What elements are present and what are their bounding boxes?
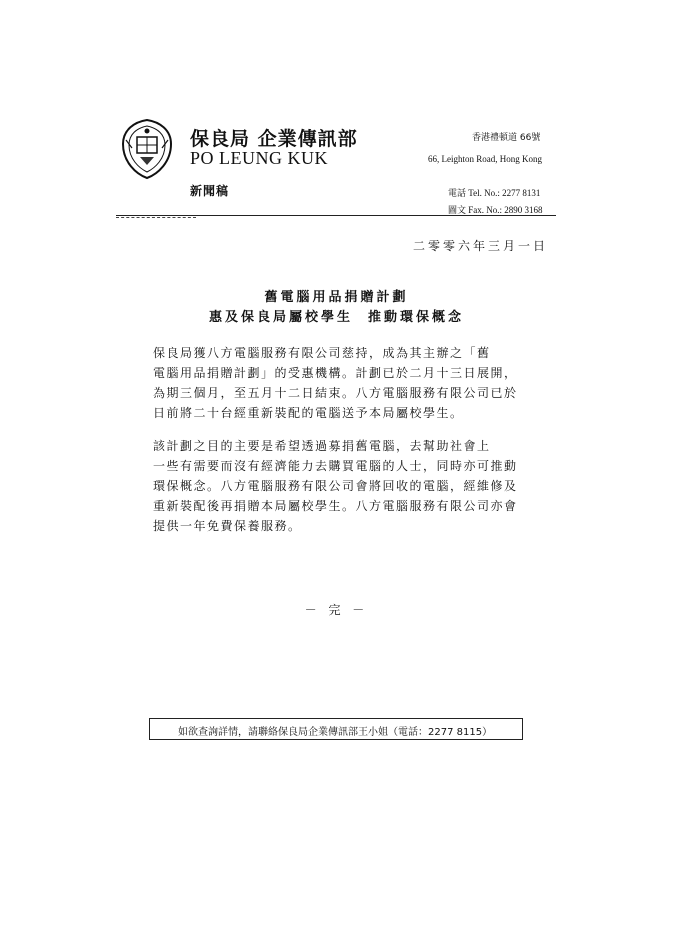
paragraph-line: 為期三個月，至五月十二日結束。八方電腦服務有限公司已於 (153, 386, 518, 400)
body-paragraph-1 (153, 343, 553, 423)
contact-info-box (149, 718, 523, 740)
paragraph-line: 一些有需要而沒有經濟能力去購買電腦的人士，同時亦可推動 (153, 459, 518, 473)
body-paragraph-2 (153, 436, 553, 536)
letterhead-divider-dash (116, 217, 196, 218)
paragraph-line: 電腦用品捐贈計劃」的受惠機構。計劃已於二月十三日展開， (153, 366, 518, 380)
headline-line-2: 惠及保良局屬校學生 推動環保概念 (208, 310, 465, 325)
telephone-number: 電話 Tel. No.: 2277 8131 (448, 188, 541, 198)
paragraph-line: 提供一年免費保養服務。 (153, 519, 302, 533)
headline-line-1: 舊電腦用品捐贈計劃 (264, 290, 409, 305)
document-type-label: 新聞稿 (190, 184, 230, 198)
paragraph-line: 該計劃之目的主要是希望透過募捐舊電腦，去幫助社會上 (153, 439, 491, 453)
organization-name-en: PO LEUNG KUK (190, 148, 328, 168)
paragraph-line: 環保概念。八方電腦服務有限公司會將回收的電腦，經維修及 (153, 479, 518, 493)
address-en: 66, Leighton Road, Hong Kong (428, 154, 542, 164)
paragraph-line: 日前將二十台經重新裝配的電腦送予本局屬校學生。 (153, 406, 464, 420)
fax-number: 圖文 Fax. No.: 2890 3168 (448, 205, 543, 215)
contact-info-text: 如欲查詢詳情，請聯絡保良局企業傳訊部王小姐（電話：2277 8115） (178, 727, 493, 738)
paragraph-line: 保良局獲八方電腦服務有限公司慈持，成為其主辦之「舊 (153, 346, 491, 360)
address-zh: 香港禮頓道 66號 (472, 133, 541, 143)
letterhead-divider (116, 215, 556, 216)
end-marker: － 完 － (304, 603, 369, 617)
po-leung-kuk-crest-logo (120, 118, 174, 180)
release-date: 二零零六年三月一日 (412, 239, 548, 253)
organization-name-zh: 保良局 企業傳訊部 (190, 128, 358, 150)
paragraph-line: 重新裝配後再捐贈本局屬校學生。八方電腦服務有限公司亦會 (153, 499, 518, 513)
